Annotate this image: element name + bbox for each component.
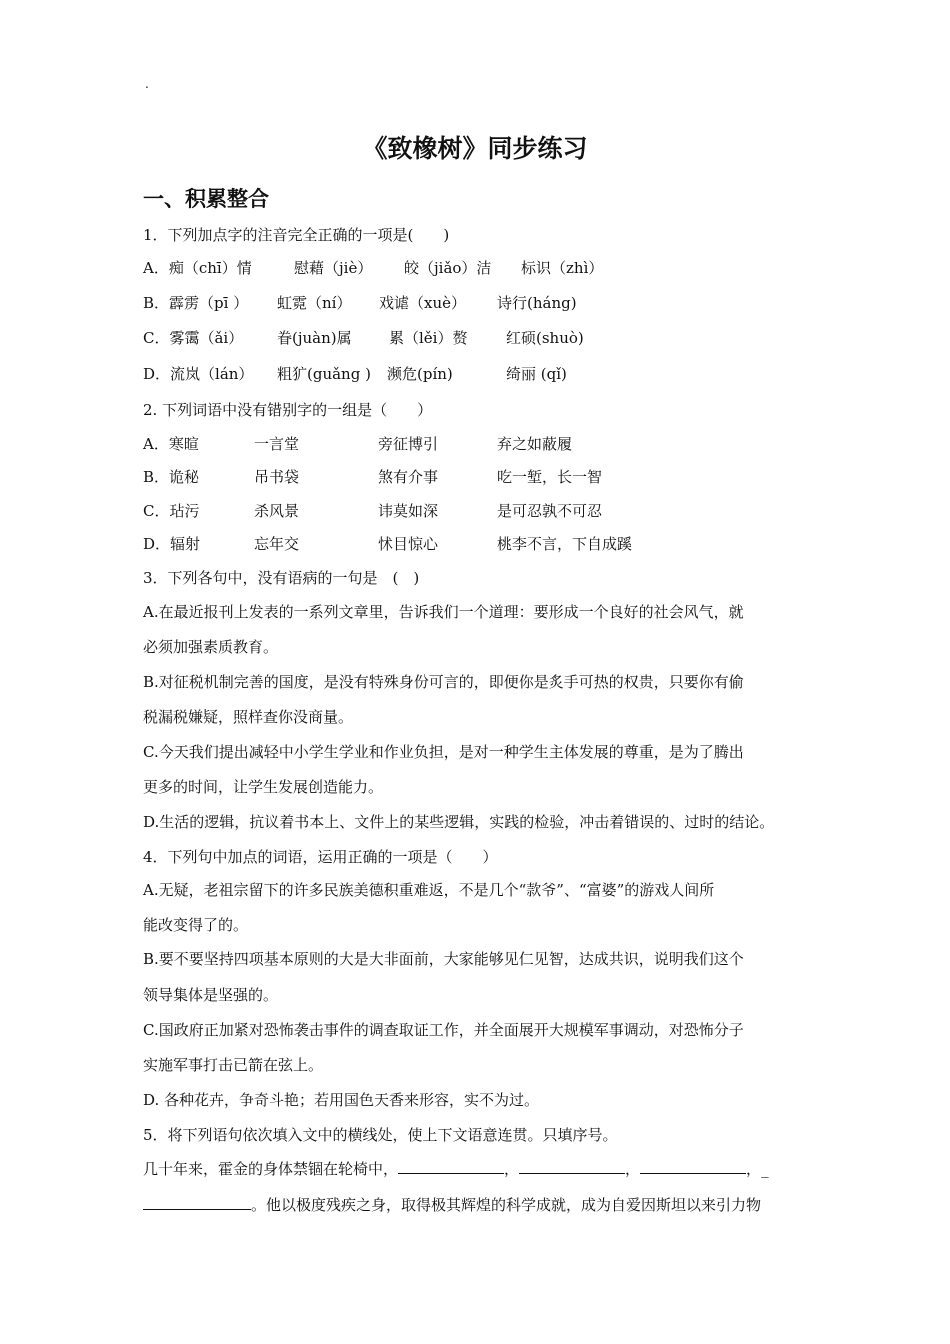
q5-line [143,1157,769,1181]
underscore: _ [761,1160,769,1178]
q4-line: D. 各种花卉，争奇斗艳；若用国色天香来形容，实不为过。 [143,1091,540,1109]
q4-line: 能改变得了的。 [143,916,249,934]
option-item: 慰藉（jiè） [294,259,373,277]
q4-line: 实施军事打击已箭在弦上。 [143,1056,324,1074]
option-item: 诗行(háng) [497,294,577,312]
option-item: 绮丽 (qǐ) [506,365,567,383]
option-item: D．流岚（lán） [143,365,254,383]
option-item: 累（lěi）赘 [389,329,468,347]
q5-text: 几十年来，霍金的身体禁锢在轮椅中， [143,1160,399,1178]
fill-blank[interactable] [640,1157,746,1174]
option-item: 吊书袋 [254,468,300,486]
option-item: 一言堂 [254,435,300,453]
option-item: A．痴（chī）情 [143,259,252,277]
q3-line: C.今天我们提出减轻中小学生学业和作业负担，是对一种学生主体发展的尊重，是为了腾出 [143,743,744,761]
option-item: 杀风景 [254,502,300,520]
comma: ， [625,1160,641,1178]
fill-blank[interactable] [143,1193,251,1210]
option-item: 是可忍孰不可忍 [497,502,603,520]
q4-line: C.国政府正加紧对恐怖袭击事件的调查取证工作，并全面展开大规模军事调动，对恐怖分子 [143,1021,744,1039]
option-item: 眷(juàn)属 [277,329,352,347]
option-item: 标识（zhì） [521,259,604,277]
q4-line: B.要不要坚持四项基本原则的大是大非面前，大家能够见仁见智，达成共识，说明我们这个 [143,950,744,968]
option-item: 讳莫如深 [378,502,439,520]
option-item: 皎（jiǎo）洁 [404,259,492,277]
option-item: 忘年交 [254,535,300,553]
option-item: 戏谑（xuè） [379,294,466,312]
question-4-stem: 4．下列句中加点的词语，运用正确的一项是（ ） [143,848,498,866]
option-item: 弃之如蔽履 [497,435,573,453]
question-3-stem: 3．下列各句中，没有语病的一句是 ( ) [143,569,420,587]
fill-blank[interactable] [519,1157,625,1174]
q3-line: 更多的时间，让学生发展创造能力。 [143,778,384,796]
option-item: C．玷污 [143,502,200,520]
q3-line: B.对征税机制完善的国度，是没有特殊身份可言的，即便你是炙手可热的权贵，只要你有偷 [143,673,744,691]
q3-line: D.生活的逻辑，抗议着书本上、文件上的某些逻辑，实践的检验，冲击着错误的、过时的结论。 [143,813,775,831]
option-item: 煞有介事 [378,468,439,486]
option-item: 桃李不言，下自成蹊 [497,535,633,553]
option-item: 怵目惊心 [378,535,439,553]
q3-line: 必须加强素质教育。 [143,638,279,656]
page-title: 《致橡树》同步练习 [362,134,588,163]
option-item: 濒危(pín) [387,365,453,383]
question-5-stem: 5．将下列语句依次填入文中的横线处，使上下文语意连贯。只填序号。 [143,1126,618,1144]
option-item: 吃一堑，长一智 [497,468,603,486]
q3-line: A.在最近报刊上发表的一系列文章里，告诉我们一个道理：要形成一个良好的社会风气，就 [143,603,744,621]
option-item: D．辐射 [143,535,201,553]
option-item: C．雾霭（ǎi） [143,329,244,347]
q3-line: 税漏税嫌疑，照样查你没商量。 [143,708,354,726]
q5-text: 。他以极度残疾之身，取得极其辉煌的科学成就，成为自爱因斯坦以来引力物 [251,1196,762,1214]
option-item: 旁征博引 [378,435,439,453]
fill-blank[interactable] [398,1157,504,1174]
option-item: 粗犷(guǎng ) [277,365,371,383]
option-item: 虹霓（ní） [277,294,352,312]
q5-line [143,1193,761,1217]
corner-mark: . [145,77,149,91]
option-item: B．诡秘 [143,468,200,486]
option-item: A．寒暄 [143,435,199,453]
question-1-stem: 1．下列加点字的注音完全正确的一项是( ) [143,226,450,244]
q4-line: A.无疑，老祖宗留下的许多民族美德积重难返，不是几个“款爷”、“富婆”的游戏人间所 [143,881,715,899]
comma: ， [504,1160,520,1178]
section-heading: 一、积累整合 [143,187,269,211]
question-2-stem: 2. 下列词语中没有错别字的一组是（ ） [143,401,433,419]
comma: ， [746,1160,762,1178]
option-item: B．霹雳（pī ） [143,294,249,312]
option-item: 红硕(shuò) [506,329,584,347]
q4-line: 领导集体是坚强的。 [143,986,279,1004]
